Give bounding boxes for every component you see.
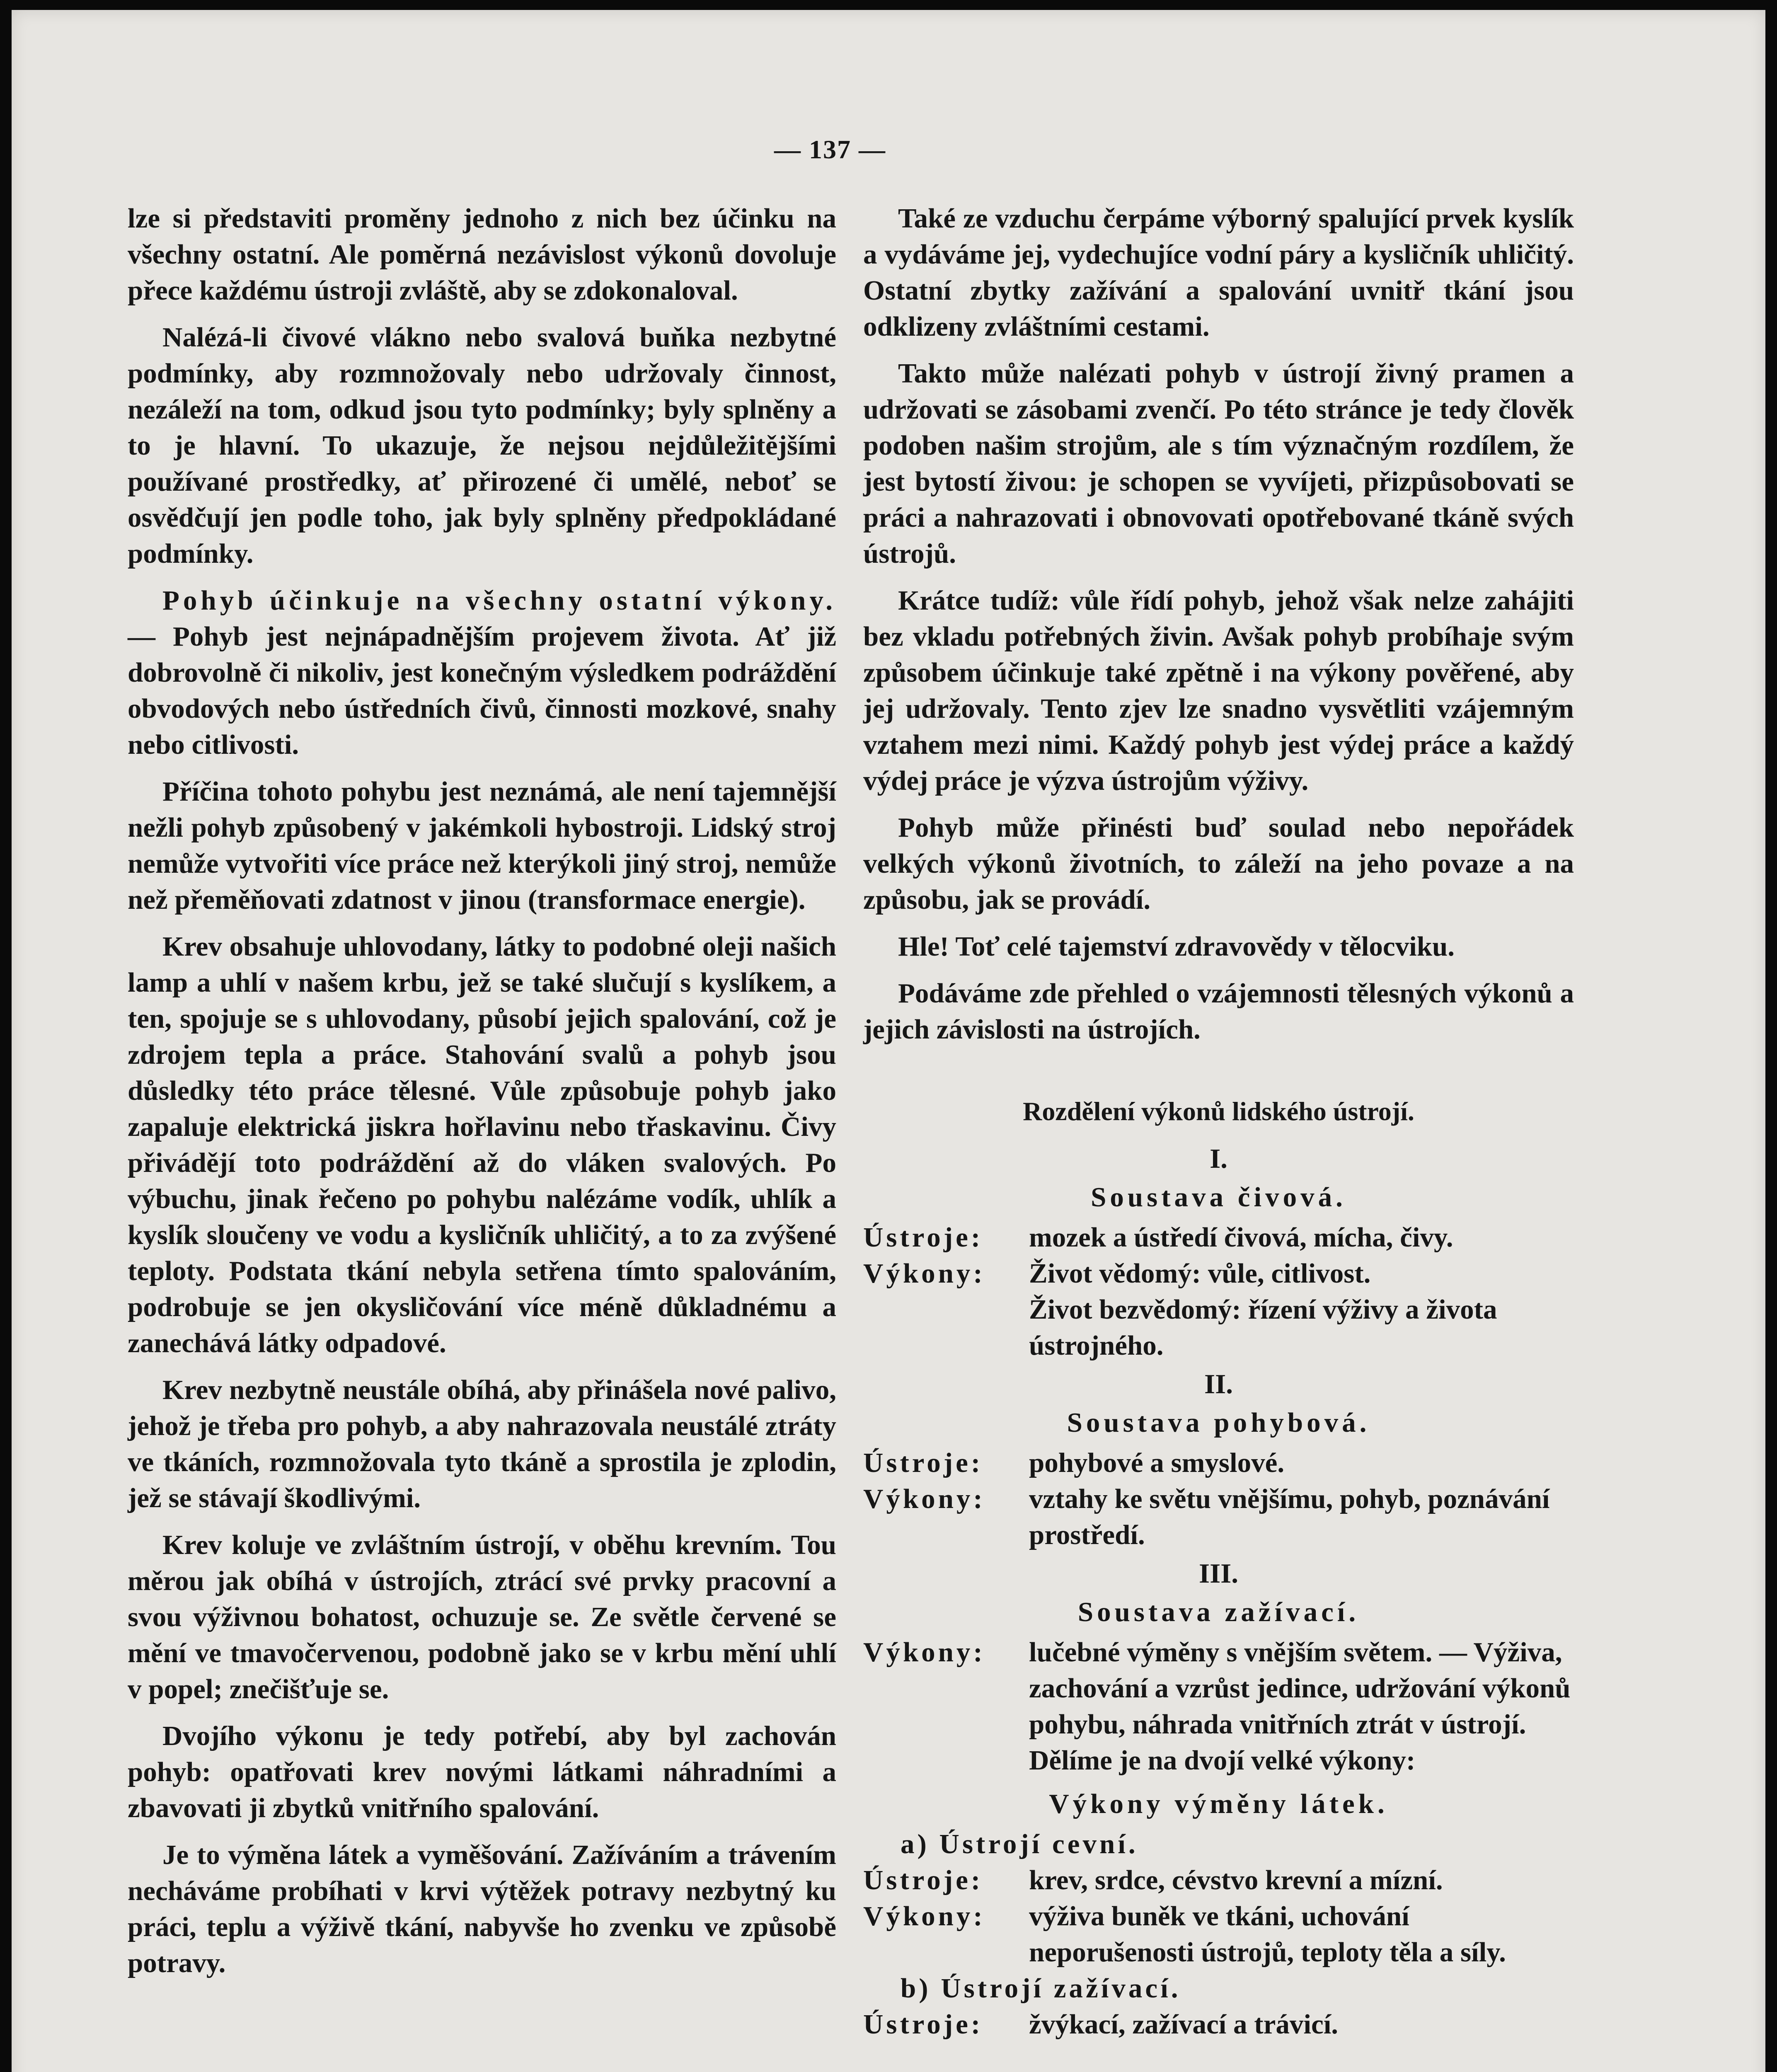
subsection-title: b) Ústrojí zažívací. [901, 1973, 1181, 2004]
book-page [12, 10, 1765, 2072]
organs-label: Ústroje: [863, 1447, 983, 1478]
subsection-title: a) Ústrojí cevní. [901, 1829, 1138, 1859]
section-title: Rozdělení výkonů lidského ústrojí. [1023, 1097, 1414, 1126]
paragraph: Je to výměna látek a vyměšování. Zažíváním a trávením necháváme probíhati v krvi výtěžek potravy nezbytný ku práci, teplu a výživě tkání, nabyvše ho zvenku ve způsobě potravy. [128, 1840, 836, 1978]
paragraph: Také ze vzduchu čerpáme výborný spalující prvek kyslík a vydáváme jej, vydechujíce vodní páry a kysličník uhličitý. Ostatní zbytky zažívání a spalování uvnitř tkání jsou odklizeny zvláštními cestami. [863, 203, 1574, 342]
definition-row [863, 2007, 1574, 2043]
functions-continuation: Život bezvědomý: řízení výživy a života ústrojného. [1029, 1294, 1497, 1361]
paragraph: Krátce tudíž: vůle řídí pohyb, jehož však nelze zahájiti bez vkladu potřebných živin. Avšak pohyb probíhaje svým způsobem účinkuje také zpětně i na výkony pověřené, aby jej udržovaly. Tento zjev lze snadno vysvětliti vzájemným vztahem mezi nimi. Každý pohyb jest výdej práce a každý výdej práce je výzva ústrojům výživy. [863, 585, 1574, 796]
definition-row [863, 1634, 1574, 1779]
heading-continuation: — Pohyb jest nejnápadnějším projevem života. Ať již dobrovolně či nikoliv, jest konečným výsledkem podráždění obvodových nebo ústředních čivů, činnosti mozkové, snahy nebo citlivosti. [128, 621, 836, 760]
page-number: — 137 — [774, 135, 886, 164]
left-column [128, 201, 836, 1992]
functions-label: Výkony: [863, 1258, 985, 1289]
system-name: Soustava pohybová. [1067, 1407, 1370, 1438]
organs-text: žvýkací, zažívací a trávicí. [1029, 2009, 1339, 2040]
functions-label: Výkony: [863, 1637, 985, 1668]
paragraph: Příčina tohoto pohybu jest neznámá, ale není tajemnější nežli pohyb způsobený v jakémkoli hybostroji. Lidský stroj nemůže vytvořiti více práce než kterýkoli jiný stroj, nemůže než přeměňovati zdatnost v jinou (transformace energie). [128, 776, 836, 915]
functions-label: Výkony: [863, 1901, 985, 1932]
paragraph: Takto může nalézati pohyb v ústrojí živný pramen a udržovati se zásobami zvenčí. Po této stránce je tedy člověk podoben našim strojům, ale s tím význačným rozdílem, že jest bytostí živou: je schopen se vyvíjeti, přizpůsobovati se práci a nahrazovati i obnovovati opotřebované tkáně svých ústrojů. [863, 358, 1574, 569]
roman-numeral: II. [1204, 1369, 1233, 1399]
paragraph: Dvojího výkonu je tedy potřebí, aby byl zachován pohyb: opatřovati krev novými látkami náhradními a zbavovati ji zbytků vnitřního spalování. [128, 1721, 836, 1823]
definition-row [863, 1898, 1574, 1970]
metabolism-title: Výkony výměny látek. [1049, 1789, 1388, 1819]
system-name: Soustava zažívací. [1077, 1597, 1360, 1627]
organs-label: Ústroje: [863, 1865, 983, 1895]
paragraph-with-heading [128, 583, 836, 763]
paragraph: Krev obsahuje uhlovodany, látky to podobné oleji našich lamp a uhlí v našem krbu, jež se také slučují s kyslíkem, a ten, spojuje se s uhlovodany, působí jejich spalování, což je zdrojem tepla a práce. Stahování svalů a pohyb jsou důsledky této práce tělesné. Vůle způsobuje pohyb jako zapaluje elektrická jiskra hořlavinu nebo třaskavinu. Čivy přivádějí toto podráždění až do vláken svalových. Po výbuchu, jinak řečeno po pohybu nalézáme vodík, uhlík a kyslík sloučeny ve vodu a kysličník uhličitý, a to za zvýšené teploty. Podstata tkání nebyla setřena tímto spalováním, podrobuje se jen okysličování více méně důkladnému a zanechává látky odpadové. [128, 931, 836, 1358]
organs-text: mozek a ústředí čivová, mícha, čivy. [1029, 1222, 1453, 1253]
paragraph: Krev koluje ve zvláštním ústrojí, v oběhu krevním. Tou měrou jak obíhá v ústrojích, ztrácí své prvky pracovní a svou výživnou bohatost, ochuzuje se. Ze světle červené se mění ve tmavočervenou, podobně jako se v krbu mění uhlí v popel; znečišťuje se. [128, 1530, 836, 1704]
paragraph: Podáváme zde přehled o vzájemnosti tělesných výkonů a jejich závislosti na ústrojích. [863, 978, 1574, 1045]
functions-text: vztahy ke světu vnějšímu, pohyb, poznávání prostředí. [1029, 1484, 1550, 1550]
paragraph: Pohyb může přinésti buď soulad nebo nepořádek velkých výkonů životních, to záleží na jeho povaze a na způsobu, jak se provádí. [863, 812, 1574, 915]
functions-text: lučebné výměny s vnějším světem. — Výživa, zachování a vzrůst jedince, udržování výkonů pohybu, náhrada vnitřních ztrát v ústrojí. Dělíme je na dvojí velké výkony: [1029, 1637, 1571, 1776]
paragraph: Hle! Toť celé tajemství zdravovědy v tělocviku. [898, 931, 1455, 962]
paragraph: lze si představiti proměny jednoho z nich bez účinku na všechny ostatní. Ale poměrná nezávislost výkonů dovoluje přece každému ústroji zvláště, aby se zdokonaloval. [128, 203, 836, 306]
right-column [863, 201, 1574, 2043]
spaced-heading: Pohyb účinkuje na všechny ostatní výkony. [162, 585, 836, 616]
definition-row [863, 1445, 1574, 1481]
functions-label: Výkony: [863, 1484, 985, 1514]
system-name: Soustava čivová. [1091, 1182, 1346, 1213]
paragraph: Krev nezbytně neustále obíhá, aby přinášela nové palivo, jehož je třeba pro pohyb, a aby nahrazovala neustálé ztráty ve tkáních, rozmnožovala tyto tkáně a sprostila je zplodin, jež se stávají škodlivými. [128, 1375, 836, 1513]
functions-text: výživa buněk ve tkáni, uchování neporušenosti ústrojů, teploty těla a síly. [1029, 1901, 1506, 1968]
functions-text: Život vědomý: vůle, citlivost. [1029, 1258, 1371, 1289]
organs-text: pohybové a smyslové. [1029, 1447, 1285, 1478]
organs-label: Ústroje: [863, 1222, 983, 1253]
organs-label: Ústroje: [863, 2009, 983, 2040]
definition-row [863, 1220, 1574, 1256]
definition-row [863, 1481, 1574, 1553]
roman-numeral: I. [1210, 1143, 1227, 1174]
organs-text: krev, srdce, cévstvo krevní a mízní. [1029, 1865, 1443, 1895]
paragraph: Nalézá-li čivové vlákno nebo svalová buňka nezbytné podmínky, aby rozmnožovaly nebo udržovaly činnost, nezáleží na tom, odkud jsou tyto podmínky; byly splněny a to je hlavní. To ukazuje, že nejsou nejdůležitějšími používané prostředky, ať přirozené či umělé, neboť se osvědčují jen podle toho, jak byly splněny předpokládané podmínky. [128, 322, 836, 569]
definition-row [863, 1862, 1574, 1898]
roman-numeral: III. [1199, 1558, 1238, 1589]
definition-row [863, 1256, 1574, 1292]
